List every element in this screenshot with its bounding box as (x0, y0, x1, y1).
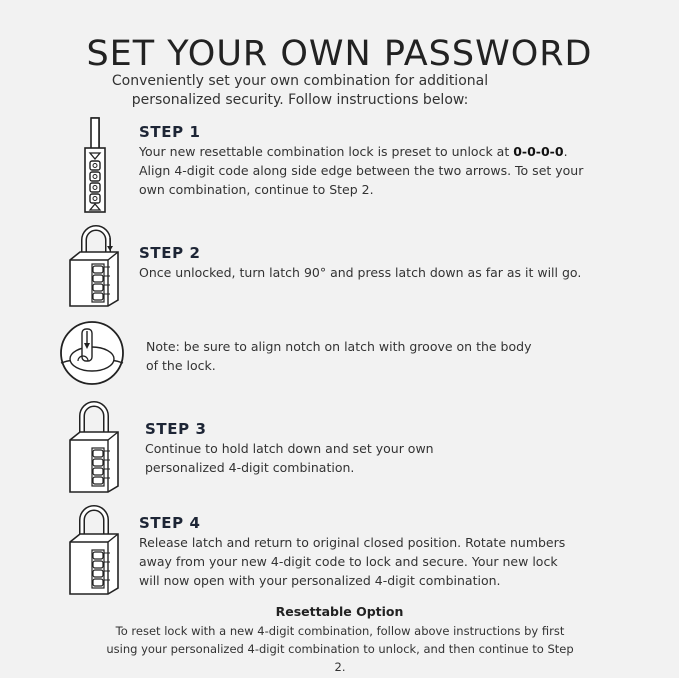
step-1-text: Your new resettable combination lock is preset to unlock at 0-0-0-0. Align 4-digit code along side edge between the two arrows. To set your own combination, continue to Step 2. (139, 144, 584, 197)
step-3-text: Continue to hold latch down and set your own personalized 4-digit combination. (145, 441, 434, 475)
step-2-text: Once unlocked, turn latch 90° and press latch down as far as it will go. (139, 265, 582, 280)
step-2-title: STEP 2 (139, 244, 201, 262)
combination-dial-icon (78, 116, 112, 220)
step-3-title: STEP 3 (145, 420, 207, 438)
reset-option-title: Resettable Option (275, 604, 404, 619)
padlock-open-icon (66, 400, 122, 500)
reset-option-text: To reset lock with a new 4-digit combination, follow above instructions by first using your personalized 4-digit combination to unlock, and then continue to Step 2. (106, 624, 574, 674)
step-4-title: STEP 4 (139, 514, 201, 532)
step-1-title: STEP 1 (139, 123, 201, 141)
step-4-text: Release latch and return to original closed position. Rotate numbers away from your new 4-digit code to lock and secure. Your new lock will now open with your personalized 4-digit combination. (139, 535, 566, 588)
note-text: Note: be sure to align notch on latch with groove on the body of the lock. (146, 339, 532, 373)
padlock-latch-down-icon (66, 224, 122, 312)
default-code: 0-0-0-0 (513, 144, 564, 159)
page-title: SET YOUR OWN PASSWORD (86, 34, 593, 74)
latch-notch-detail-icon (58, 319, 126, 391)
padlock-closed-icon (66, 504, 122, 600)
page-subtitle: Conveniently set your own combination for additional personalized security. Follow instructions below: (111, 73, 489, 108)
